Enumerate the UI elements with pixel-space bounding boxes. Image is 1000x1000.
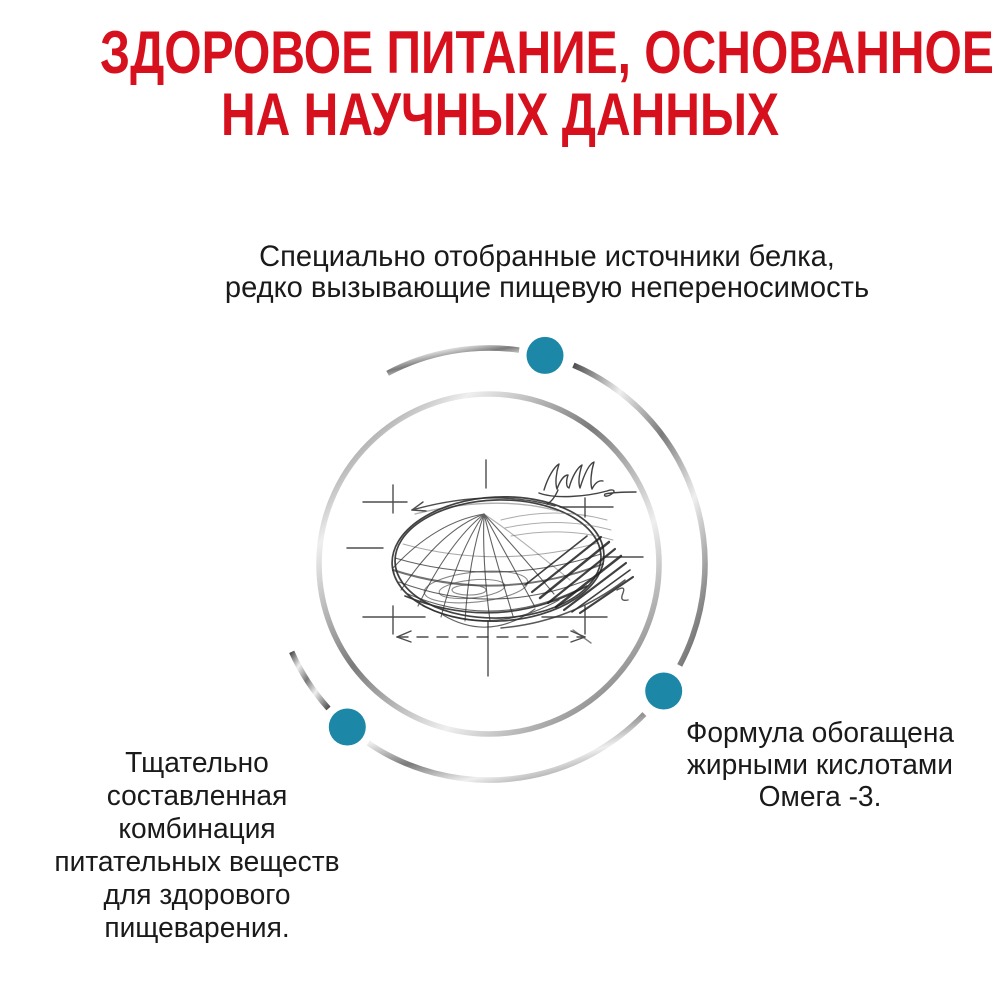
benefit-omega-line-2: жирными кислотами — [687, 749, 953, 781]
benefit-digestion-line-4: питательных веществ — [54, 846, 340, 878]
signature-scribble — [539, 462, 636, 504]
dimension-line — [397, 630, 591, 643]
benefit-omega-text — [686, 717, 954, 813]
title-line-2: НА НАУЧНЫХ ДАННЫХ — [221, 81, 779, 148]
swirl-lines — [423, 567, 530, 608]
benefit-dot-omega — [645, 673, 682, 710]
benefit-digestion-line-5: для здорового — [103, 879, 291, 911]
benefit-digestion-text — [54, 747, 339, 945]
benefit-digestion-line-2: составленная — [106, 780, 288, 812]
page-title — [100, 19, 994, 148]
benefit-digestion-line-3: комбинация — [118, 813, 276, 845]
benefit-dot-protein — [527, 337, 564, 374]
benefit-digestion-line-1: Тщательно — [125, 747, 269, 779]
kibble-sketch-icon — [347, 460, 643, 676]
benefit-protein-line-1: Специально отобранные источники белка, — [259, 240, 835, 273]
benefit-omega-line-3: Омега -3. — [758, 781, 882, 813]
inner-ring — [319, 394, 659, 734]
benefit-protein-line-2: редко вызывающие пищевую непереносимость — [224, 271, 870, 304]
benefit-dot-digestion — [329, 709, 366, 746]
benefit-digestion-line-6: пищеварения. — [104, 912, 290, 944]
title-line-1: ЗДОРОВОЕ ПИТАНИЕ, ОСНОВАННОЕ — [100, 19, 994, 86]
benefit-protein-text — [225, 241, 869, 303]
kibble-diagram — [255, 330, 725, 800]
benefit-omega-line-1: Формула обогащена — [686, 717, 954, 749]
shading-lines — [501, 513, 613, 540]
